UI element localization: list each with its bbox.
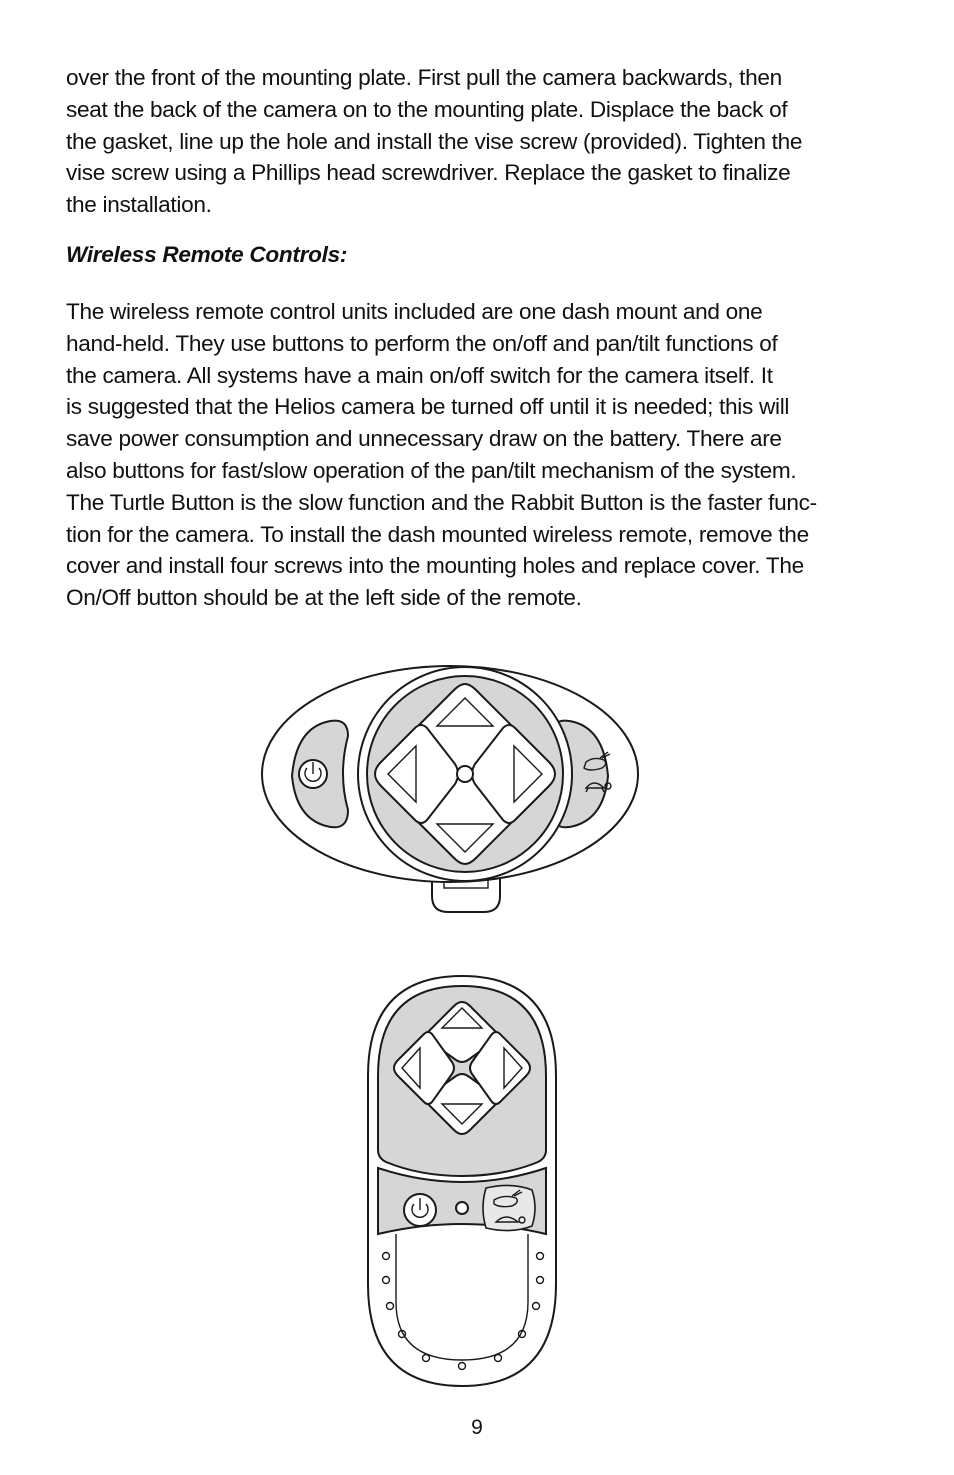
handheld-remote-illustration bbox=[362, 972, 562, 1390]
dash-mount-remote-illustration bbox=[256, 664, 644, 916]
paragraph-installation: over the front of the mounting plate. First pull the camera backwards, then seat the back of the camera on to the mounting plate. Displace the back of the gasket, line up the hole and install the vise screw (provided). Tighten the vise screw using a Phillips head screwdriver. Replace the gasket to finalize the installation. bbox=[66, 65, 803, 218]
power-icon bbox=[404, 1194, 436, 1226]
paragraph-wireless-remote: The wireless remote control units included are one dash mount and one hand-held. They use buttons to perform the on/off and pan/tilt functions of the camera. All systems have a main on/off switch for the camera itself. It is suggested that the Helios camera be turned off until it is needed; this will save power consumption and unnecessary draw on the battery. There are also buttons for fast/slow operation of the pan/tilt mechanism of the system. The Turtle Button is the slow function and the Rabbit Button is the faster func- tion for the camera. To install the dash mounted wireless remote, remove the cover and install four screws into the mounting holes and replace cover. The On/Off button should be at the left side of the remote. bbox=[66, 299, 817, 611]
handheld-speed-pad bbox=[483, 1185, 535, 1230]
power-icon bbox=[299, 760, 327, 788]
section-heading: Wireless Remote Controls: bbox=[66, 242, 348, 267]
page-number: 9 bbox=[471, 1416, 483, 1439]
